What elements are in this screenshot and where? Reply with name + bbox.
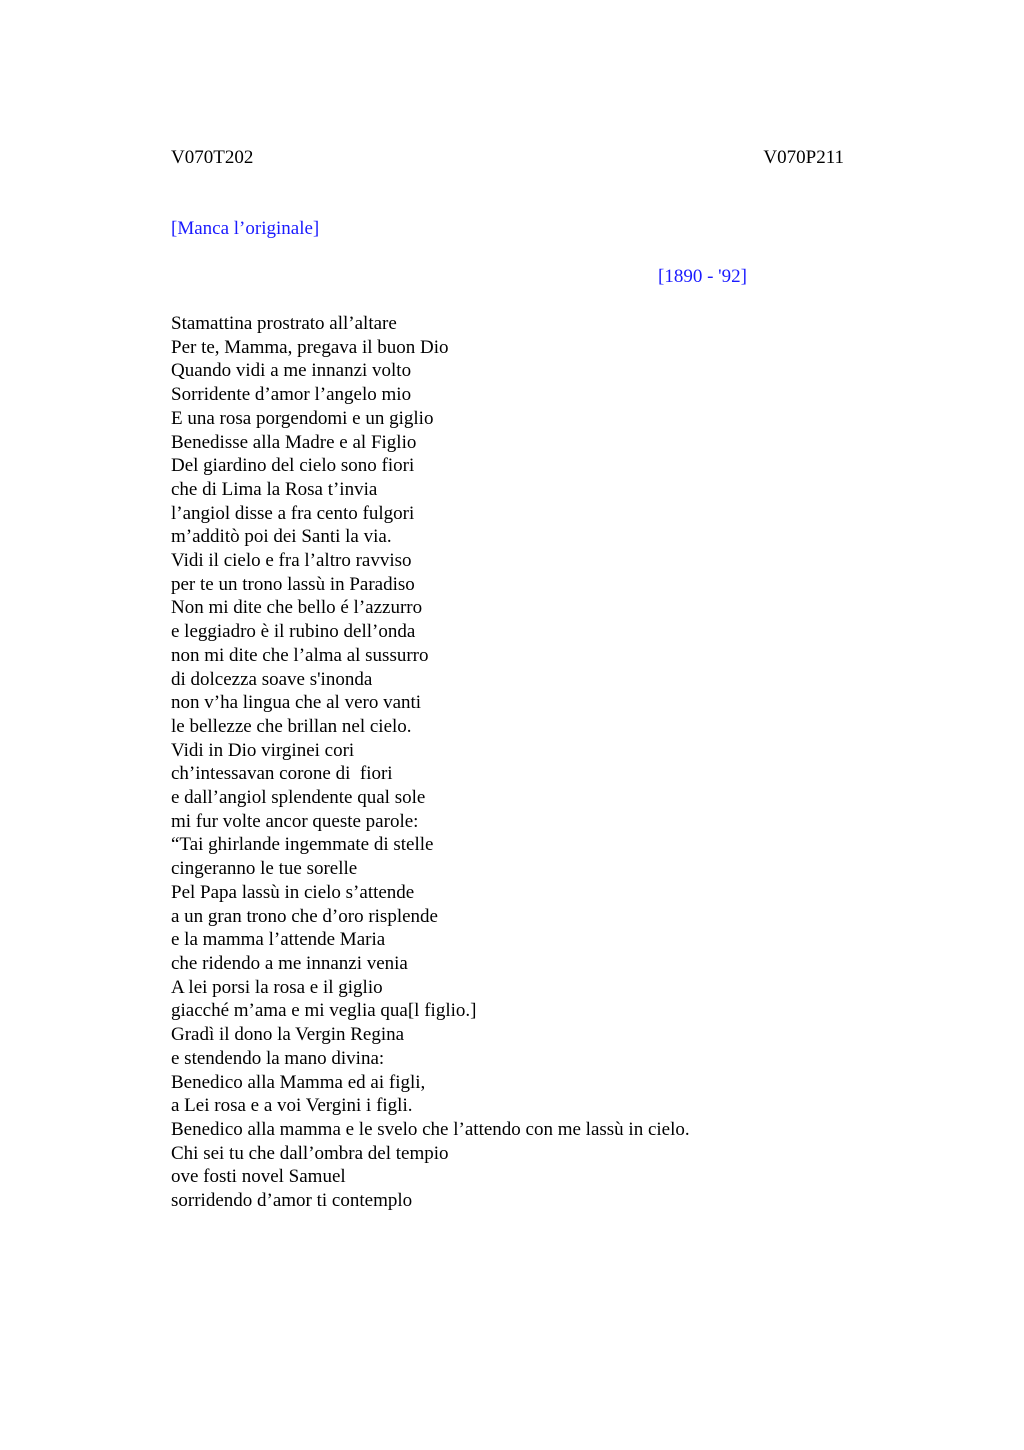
poem-line: l’angiol disse a fra cento fulgori: [171, 502, 415, 524]
poem-line: Gradì il dono la Vergin Regina: [171, 1024, 405, 1046]
poem-line: mi fur volte ancor queste parole:: [171, 810, 419, 832]
poem-line: per te un trono lassù in Paradiso: [171, 573, 415, 595]
poem-line: che di Lima la Rosa t’invia: [171, 478, 378, 500]
poem-line: A lei porsi la rosa e il giglio: [171, 976, 383, 998]
poem-line: “Tai ghirlande ingemmate di stelle: [171, 834, 434, 856]
poem-line: m’additò poi dei Santi la via.: [171, 526, 392, 548]
document-code-right: V070P211: [763, 147, 844, 168]
poem-line: Del giardino del cielo sono fiori: [171, 455, 415, 477]
poem-line: Vidi il cielo e fra l’altro ravviso: [171, 550, 412, 572]
poem-line: giacché m’ama e mi veglia qua[l figlio.]: [171, 1000, 477, 1022]
poem-line: e leggiadro è il rubino dell’onda: [171, 621, 416, 643]
poem-line: non v’ha lingua che al vero vanti: [171, 692, 422, 714]
poem-line: Per te, Mamma, pregava il buon Dio: [171, 336, 449, 358]
poem-line: Sorridente d’amor l’angelo mio: [171, 384, 412, 406]
poem-text: [171, 312, 931, 1213]
poem-line: Quando vidi a me innanzi volto: [171, 360, 412, 382]
poem-line: e la mamma l’attende Maria: [171, 929, 386, 951]
poem-line: Stamattina prostrato all’altare: [171, 313, 397, 334]
poem-line: non mi dite che l’alma al sussurro: [171, 644, 429, 666]
poem-line: sorridendo d’amor ti contemplo: [171, 1190, 413, 1212]
poem-line: E una rosa porgendomi e un giglio: [171, 407, 434, 429]
poem-line: Pel Papa lassù in cielo s’attende: [171, 881, 415, 903]
poem-line: cingeranno le tue sorelle: [171, 858, 358, 880]
document-code-left: V070T202: [171, 147, 254, 168]
poem-line: Benedico alla mamma e le svelo che l’attendo con me lassù in cielo.: [171, 1118, 690, 1140]
poem-line: ove fosti novel Samuel: [171, 1166, 346, 1188]
poem-line: Benedico alla Mamma ed ai figli,: [171, 1071, 426, 1093]
editorial-note: [Manca l’originale]: [171, 218, 320, 239]
poem-line: Benedisse alla Madre e al Figlio: [171, 431, 417, 453]
poem-line: Chi sei tu che dall’ombra del tempio: [171, 1142, 449, 1164]
poem-line: ch’intessavan corone di fiori: [171, 763, 393, 785]
poem-line: a Lei rosa e a voi Vergini i figli.: [171, 1095, 413, 1117]
poem-line: Vidi in Dio virginei cori: [171, 739, 355, 761]
poem-line: e dall’angiol splendente qual sole: [171, 787, 426, 809]
poem-line: a un gran trono che d’oro risplende: [171, 905, 438, 927]
editorial-date: [1890 - '92]: [658, 266, 747, 287]
poem-line: e stendendo la mano divina:: [171, 1047, 385, 1069]
poem-line: di dolcezza soave s'inonda: [171, 668, 373, 690]
poem-line: le bellezze che brillan nel cielo.: [171, 715, 412, 737]
poem-line: Non mi dite che bello é l’azzurro: [171, 597, 423, 619]
poem-line: che ridendo a me innanzi venia: [171, 952, 408, 974]
